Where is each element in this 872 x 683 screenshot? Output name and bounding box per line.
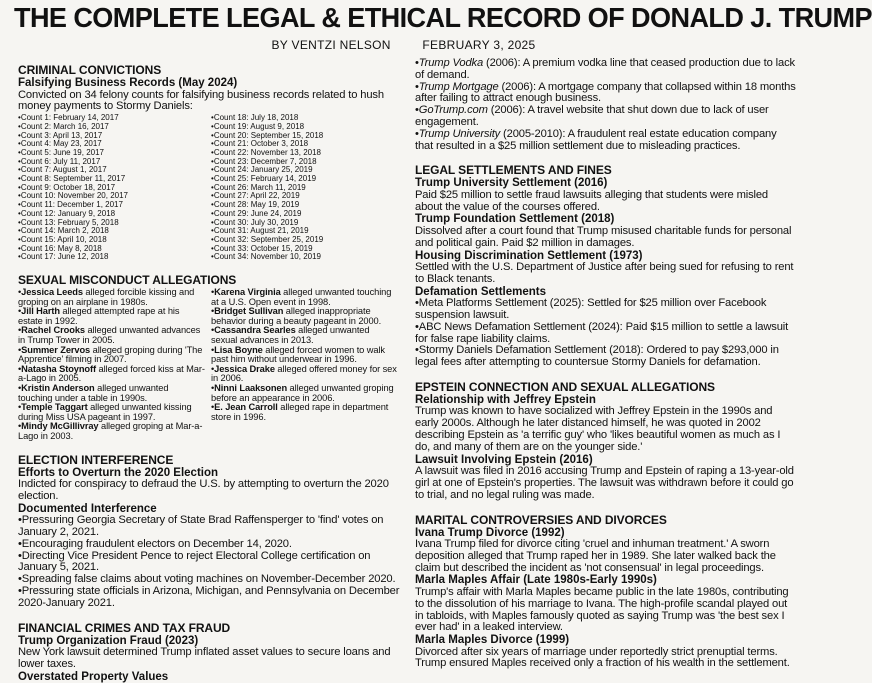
- sexual-section: [18, 274, 404, 442]
- count-item: • Count 5: June 19, 2017: [18, 149, 211, 158]
- count-item: • Count 2: March 16, 2017: [18, 123, 211, 132]
- venture-text: (2006): A travel website that shut down due to lack of user engagement.: [415, 104, 769, 128]
- allegation-text: alleged forced kiss at Mar-a-Lago in 2005.: [18, 363, 205, 384]
- accuser-name: Jessica Drake: [214, 363, 275, 374]
- count-item: • Count 12: January 9, 2018: [18, 210, 211, 219]
- count-item: • Count 32: September 25, 2019: [211, 236, 404, 245]
- election-item: • Spreading false claims about voting machines on November-December 2020.: [18, 574, 404, 586]
- allegation-item: [211, 346, 398, 365]
- count-item: • Count 15: April 10, 2018: [18, 236, 211, 245]
- epstein-sub-1: Relationship with Jeffrey Epstein: [415, 393, 596, 406]
- accuser-name: E. Jean Carroll: [214, 402, 278, 413]
- count-item: • Count 13: February 5, 2018: [18, 219, 211, 228]
- accuser-name: Karena Virginia: [214, 287, 281, 298]
- marital-section: [415, 514, 797, 671]
- left-column: [18, 58, 404, 683]
- count-item: • Count 11: December 1, 2017: [18, 201, 211, 210]
- count-item: • Count 4: May 23, 2017: [18, 140, 211, 149]
- right-column: [415, 58, 797, 670]
- financial-heading: FINANCIAL CRIMES AND TAX FRAUD: [18, 620, 231, 635]
- election-subheading-2: Documented Interference: [18, 502, 157, 515]
- count-item: • Count 18: July 18, 2018: [211, 114, 404, 123]
- ventures-list: [415, 58, 797, 152]
- financial-subheading-2: Overstated Property Values: [18, 670, 169, 683]
- legal-sub-2: Trump Foundation Settlement (2018): [415, 213, 615, 226]
- count-item: • Count 30: July 30, 2019: [211, 219, 404, 228]
- allegation-item: [211, 403, 398, 422]
- byline: [0, 38, 807, 52]
- allegation-text: alleged groping during 'The Apprentice' filming in 2007.: [18, 344, 203, 365]
- allegation-item: [18, 384, 205, 403]
- accuser-name: Rachel Crooks: [21, 325, 85, 336]
- allegation-text: alleged offered money for sex in 2006.: [211, 363, 397, 384]
- count-item: • Count 21: October 3, 2018: [211, 140, 404, 149]
- allegation-text: alleged forced women to walk past him without underwear in 1996.: [211, 344, 385, 365]
- marital-text-1: Ivana Trump filed for divorce citing 'cruel and inhuman treatment.' A sworn deposition alleged that Trump raped her in 1989. She later walked back the claim but described the incident as 'not consensual' in legal proceedings.: [415, 538, 776, 574]
- marital-sub-1: Ivana Trump Divorce (1992): [415, 526, 565, 539]
- count-item: • Count 31: August 21, 2019: [211, 227, 404, 236]
- count-item: • Count 9: October 18, 2017: [18, 184, 211, 193]
- marital-text-3: Divorced after six years of marriage under reportedly strict prenuptial terms. Trump ensured Maples received only a fraction of his wealth in the settlement.: [415, 645, 790, 670]
- allegation-list: [18, 288, 404, 442]
- allegation-item: [18, 288, 205, 307]
- accuser-name: Jessica Leeds: [21, 287, 83, 298]
- venture-item: [415, 105, 797, 129]
- marital-sub-3: Marla Maples Divorce (1999): [415, 634, 570, 647]
- marital-text-2: Trump's affair with Marla Maples became public in the late 1980s, contributing to the dissolution of his marriage to Ivana. The high-profile scandal played out in tabloids, with Maples famously quoted as saying Trump was 'the best sex I ever had' in a leaked interview.: [415, 585, 789, 634]
- count-item: • Count 10: November 20, 2017: [18, 192, 211, 201]
- venture-text: (2006): A mortgage company that collapsed within 18 months after failing to attract enough business.: [415, 80, 796, 105]
- count-column-a: [18, 114, 211, 262]
- election-item: • Pressuring Georgia Secretary of State Brad Raffensperger to 'find' votes on January 2, 2021.: [18, 515, 404, 539]
- count-item: • Count 19: August 9, 2018: [211, 123, 404, 132]
- count-item: • Count 29: June 24, 2019: [211, 210, 404, 219]
- accuser-name: Bridget Sullivan: [214, 306, 284, 317]
- marital-sub-2: Marla Maples Affair (Late 1980s-Early 1990s): [415, 574, 657, 587]
- allegation-text: alleged unwanted advances in Trump Tower in 2005.: [18, 325, 201, 346]
- election-text: Indicted for conspiracy to defraud the U.S. by attempting to overturn the 2020 election.: [18, 478, 389, 502]
- allegation-item: [18, 326, 205, 345]
- election-list: [18, 515, 404, 609]
- allegation-text: alleged unwanted kissing during Miss USA pageant in 1997.: [18, 402, 192, 422]
- epstein-text-1: Trump was known to have socialized with Jeffrey Epstein in the 1990s and early 2000s. Although he later distanced himself, he was quoted in 2002 describing Epstein as 'a terrific guy' who 'likes beautiful women as much as I do, and many of them are on the younger side.': [415, 405, 781, 453]
- venture-item: [415, 58, 797, 82]
- publish-date: FEBRUARY 3, 2025: [422, 38, 536, 52]
- election-section: [18, 454, 404, 610]
- allegation-column-right: [211, 288, 404, 442]
- count-item: • Count 24: January 25, 2019: [211, 166, 404, 175]
- allegation-text: alleged unwanted touching under a table in 1990s.: [18, 382, 169, 403]
- epstein-text-2: A lawsuit was filed in 2016 accusing Trump and Epstein of raping a 13-year-old girl at one of Epstein's properties. The lawsuit was withdrawn before it could go to trial, and no legal ruling was made.: [415, 465, 794, 501]
- accuser-name: Mindy McGillivray: [21, 421, 99, 432]
- accuser-name: Jill Harth: [21, 306, 60, 317]
- author: BY VENTZI NELSON: [271, 38, 391, 52]
- count-item: • Count 34: November 10, 2019: [211, 253, 404, 262]
- accuser-name: Lisa Boyne: [214, 344, 263, 355]
- count-item: • Count 17: June 12, 2018: [18, 253, 211, 262]
- count-item: • Count 28: May 19, 2019: [211, 201, 404, 210]
- sexual-heading: SEXUAL MISCONDUCT ALLEGATIONS: [18, 273, 237, 288]
- count-item: • Count 6: July 11, 2017: [18, 158, 211, 167]
- legal-text-3: Settled with the U.S. Department of Justice after being sued for refusing to rent to Black tenants.: [415, 261, 794, 285]
- allegation-item: [211, 384, 398, 403]
- election-item: • Encouraging fraudulent electors on December 14, 2020.: [18, 539, 404, 551]
- count-item: • Count 3: April 13, 2017: [18, 132, 211, 141]
- allegation-text: alleged unwanted groping before an appearance in 2006.: [211, 382, 394, 403]
- count-item: • Count 27: April 22, 2019: [211, 192, 404, 201]
- financial-text: New York lawsuit determined Trump inflated asset values to secure loans and lower taxes.: [18, 646, 391, 670]
- defamation-item: • Meta Platforms Settlement (2025): Settled for $25 million over Facebook suspension lawsuit.: [415, 298, 797, 322]
- venture-name: Trump University: [418, 127, 501, 140]
- accuser-name: Ninni Laaksonen: [214, 382, 288, 393]
- allegation-text: alleged unwanted sexual advances in 2013.: [211, 325, 370, 346]
- election-heading: ELECTION INTERFERENCE: [18, 452, 174, 467]
- criminal-section: [18, 64, 404, 262]
- count-item: • Count 33: October 15, 2019: [211, 245, 404, 254]
- epstein-section: [415, 381, 797, 502]
- allegation-item: [211, 307, 398, 326]
- financial-subheading: Trump Organization Fraud (2023): [18, 634, 199, 647]
- accuser-name: Natasha Stoynoff: [21, 363, 97, 374]
- defamation-item: • Stormy Daniels Defamation Settlement (2018): Ordered to pay $293,000 in legal fees after attempting to countersue Stormy Daniels for defamation.: [415, 345, 797, 369]
- accuser-name: Temple Taggart: [21, 402, 88, 413]
- allegation-text: alleged rape in department store in 1996.: [211, 402, 389, 422]
- allegation-item: [211, 365, 398, 384]
- venture-text: (2005-2010): A fraudulent real estate education company that resulted in a $25 million settlement due to misleading practices.: [415, 127, 777, 152]
- venture-name: GoTrump.com: [418, 104, 488, 117]
- legal-section: [415, 164, 797, 369]
- count-item: • Count 26: March 11, 2019: [211, 184, 404, 193]
- venture-name: Trump Mortgage: [418, 80, 499, 93]
- allegation-item: [211, 326, 398, 345]
- venture-item: [415, 82, 797, 106]
- venture-item: [415, 129, 797, 153]
- allegation-item: [18, 346, 205, 365]
- count-item: • Count 23: December 7, 2018: [211, 158, 404, 167]
- count-item: • Count 25: February 14, 2019: [211, 175, 404, 184]
- epstein-sub-2: Lawsuit Involving Epstein (2016): [415, 453, 593, 466]
- count-list: [18, 114, 404, 262]
- count-item: • Count 14: March 2, 2018: [18, 227, 211, 236]
- count-item: • Count 22: November 13, 2018: [211, 149, 404, 158]
- election-item: • Pressuring state officials in Arizona, Michigan, and Pennsylvania on December 2020-January 2021.: [18, 586, 404, 610]
- criminal-heading: CRIMINAL CONVICTIONS: [18, 63, 162, 77]
- criminal-text: Convicted on 34 felony counts for falsifying business records related to hush money payments to Stormy Daniels:: [18, 88, 384, 113]
- allegation-item: [18, 403, 205, 422]
- allegation-column-left: [18, 288, 211, 442]
- epstein-heading: EPSTEIN CONNECTION AND SEXUAL ALLEGATIONS: [415, 379, 715, 394]
- allegation-item: [18, 307, 205, 326]
- venture-name: Trump Vodka: [418, 57, 484, 69]
- allegation-item: [18, 365, 205, 384]
- count-item: • Count 16: May 8, 2018: [18, 245, 211, 254]
- marital-heading: MARITAL CONTROVERSIES AND DIVORCES: [415, 512, 667, 527]
- election-item: • Directing Vice President Pence to reject Electoral College certification on January 5, 2021.: [18, 551, 404, 575]
- count-item: • Count 8: September 11, 2017: [18, 175, 211, 184]
- page-title: THE COMPLETE LEGAL & ETHICAL RECORD OF DONALD J. TRUMP: [14, 2, 872, 33]
- count-column-b: [211, 114, 404, 262]
- legal-text-2: Dissolved after a court found that Trump misused charitable funds for personal and political gain. Paid $2 million in damages.: [415, 224, 792, 249]
- legal-heading: LEGAL SETTLEMENTS AND FINES: [415, 163, 612, 178]
- defamation-list: [415, 298, 797, 369]
- allegation-text: alleged attempted rape at his estate in 1992.: [18, 306, 180, 326]
- accuser-name: Kristin Anderson: [21, 382, 95, 393]
- venture-text: (2006): A premium vodka line that ceased production due to lack of demand.: [415, 57, 795, 81]
- allegation-text: alleged inappropriate behavior during a beauty pageant in 2000.: [211, 306, 382, 326]
- count-item: • Count 7: August 1, 2017: [18, 166, 211, 175]
- legal-sub-1: Trump University Settlement (2016): [415, 177, 608, 190]
- count-item: • Count 1: February 14, 2017: [18, 114, 211, 123]
- election-subheading: Efforts to Overturn the 2020 Election: [18, 466, 219, 479]
- defamation-item: • ABC News Defamation Settlement (2024): Paid $15 million to settle a lawsuit for false rape liability claims.: [415, 322, 797, 346]
- legal-sub-4: Defamation Settlements: [415, 285, 547, 298]
- allegation-item: [18, 422, 205, 441]
- financial-section: [18, 622, 404, 683]
- legal-sub-3: Housing Discrimination Settlement (1973): [415, 249, 643, 262]
- allegation-text: alleged unwanted touching at a U.S. Open event in 1998.: [211, 287, 392, 307]
- allegation-text: alleged groping at Mar-a-Lago in 2003.: [18, 421, 203, 441]
- legal-text-1: Paid $25 million to settle fraud lawsuits alleging that students were misled about the value of the courses offered.: [415, 188, 769, 213]
- accuser-name: Cassandra Searles: [214, 325, 296, 336]
- criminal-subheading: Falsifying Business Records (May 2024): [18, 77, 238, 89]
- allegation-text: alleged forcible kissing and groping on an airplane in 1980s.: [18, 287, 195, 307]
- count-item: • Count 20: September 15, 2018: [211, 132, 404, 141]
- accuser-name: Summer Zervos: [21, 344, 91, 355]
- allegation-item: [211, 288, 398, 307]
